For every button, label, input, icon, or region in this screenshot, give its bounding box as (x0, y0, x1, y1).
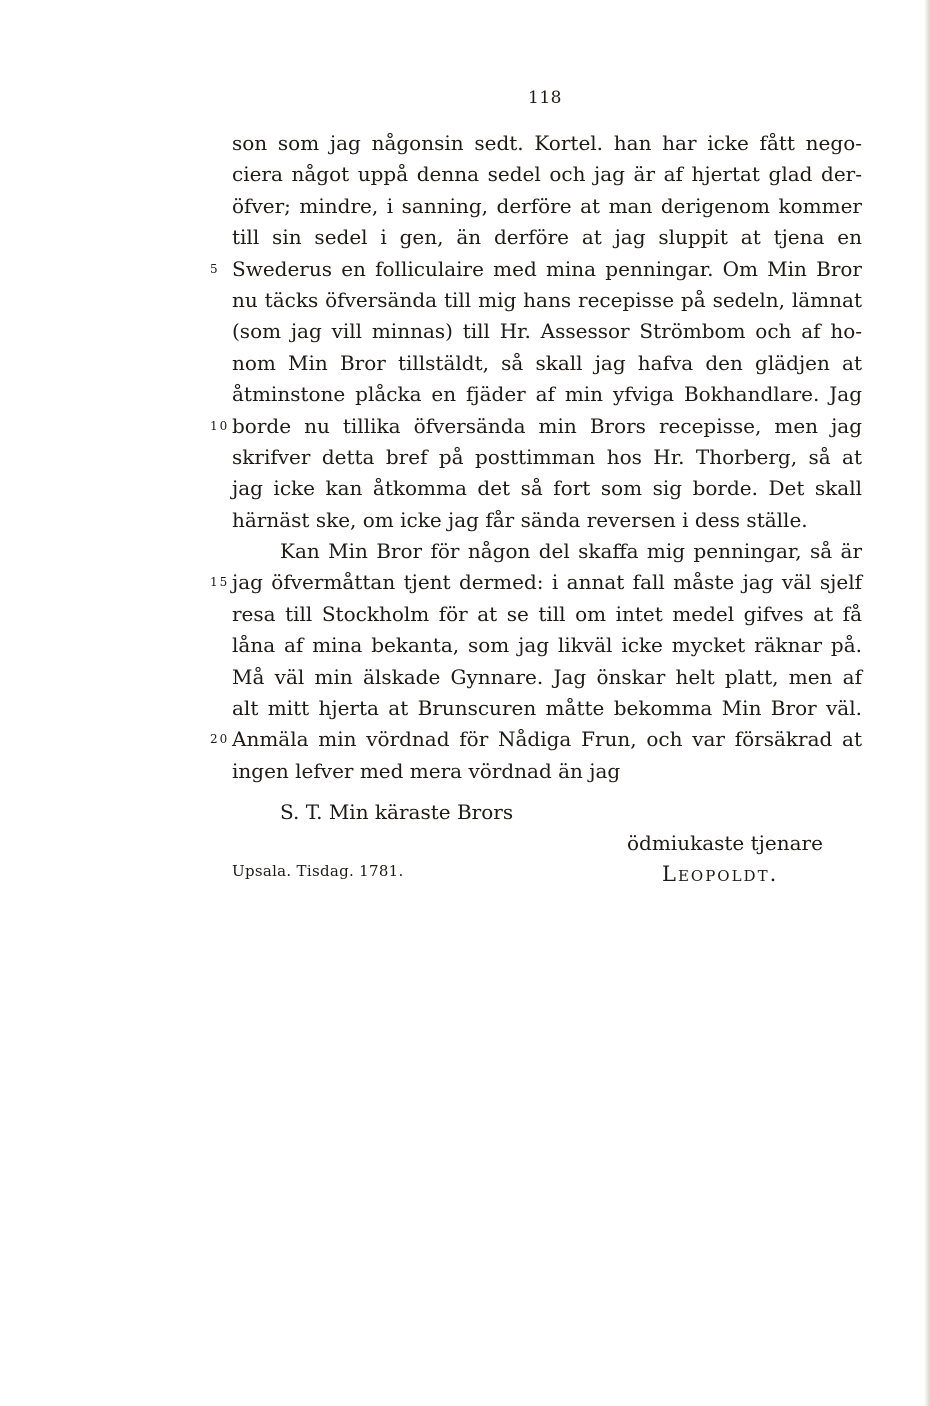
humble-servant-line: ödmiukaste tjenare (627, 831, 823, 855)
text-line (232, 630, 862, 661)
line-text: borde nu tillika öfversända min Brors recepisse, men jag (232, 413, 862, 438)
text-line (232, 379, 862, 410)
text-line (232, 128, 862, 159)
line-number: 5 (210, 261, 220, 276)
text-line (232, 693, 862, 724)
page-edge (924, 0, 930, 1406)
line-number: 10 (210, 418, 230, 433)
text-line (232, 442, 862, 473)
line-text: ciera något uppå denna sedel och jag är af hjertat glad der- (232, 162, 862, 187)
signature: Leopoldt. (662, 862, 779, 886)
text-line (232, 756, 862, 787)
text-line (232, 316, 862, 347)
line-text: alt mitt hjerta at Brunscuren måtte bekomma Min Bror väl. (232, 696, 862, 721)
line-text: Swederus en folliculaire med mina penningar. Om Min Bror (232, 256, 862, 281)
salutation: S. T. Min käraste Brors (280, 800, 514, 824)
text-line (232, 599, 862, 630)
line-text: Anmäla min vördnad för Nådiga Frun, och var försäkrad at (232, 727, 862, 752)
text-line (210, 254, 862, 285)
place-date: Upsala. Tisdag. 1781. (232, 862, 404, 880)
line-text: nu täcks öfversända till mig hans recepisse på sedeln, lämnat (232, 287, 862, 312)
line-text: jag icke kan åtkomma det så fort som sig borde. Det skall (232, 476, 862, 501)
page-number: 118 (528, 88, 562, 108)
text-line (232, 159, 862, 190)
text-line (232, 473, 862, 504)
line-text: låna af mina bekanta, som jag likväl icke mycket räknar på. (232, 633, 862, 658)
line-text: ingen lefver med mera vördnad än jag (232, 758, 621, 783)
line-text: resa till Stockholm för at se till om intet medel gifves at få (232, 601, 862, 626)
line-text: till sin sedel i gen, än derföre at jag sluppit at tjena en (232, 225, 862, 250)
text-line (232, 505, 862, 536)
text-line (210, 724, 862, 755)
line-text: (som jag vill minnas) till Hr. Assessor Strömbom och af ho- (232, 319, 862, 344)
text-line (232, 191, 862, 222)
text-line (210, 567, 862, 598)
line-text: jag öfvermåttan tjent dermed: i annat fall måste jag väl sjelf (232, 570, 862, 595)
text-line (232, 285, 862, 316)
text-line (232, 536, 862, 567)
line-text: son som jag någonsin sedt. Kortel. han har icke fått nego- (232, 131, 862, 155)
line-text: härnäst ske, om icke jag får sända reversen i dess ställe. (232, 507, 808, 532)
line-text: öfver; mindre, i sanning, derföre at man derigenom kommer (232, 193, 862, 218)
letter-body (210, 128, 862, 787)
line-text: skrifver detta bref på posttimman hos Hr. Thorberg, så at (232, 444, 862, 469)
text-line (232, 348, 862, 379)
line-number: 15 (210, 575, 230, 590)
line-number: 20 (210, 732, 230, 747)
line-text: åtminstone plåcka en fjäder af min yfviga Bokhandlare. Jag (232, 382, 862, 407)
line-text: Kan Min Bror för någon del skaffa mig penningar, så är (280, 539, 862, 564)
text-line (232, 662, 862, 693)
line-text: Må väl min älskade Gynnare. Jag önskar helt platt, men af (232, 664, 862, 689)
line-text: nom Min Bror tillstäldt, så skall jag hafva den glädjen at (232, 350, 862, 375)
text-line (210, 411, 862, 442)
text-line (232, 222, 862, 253)
